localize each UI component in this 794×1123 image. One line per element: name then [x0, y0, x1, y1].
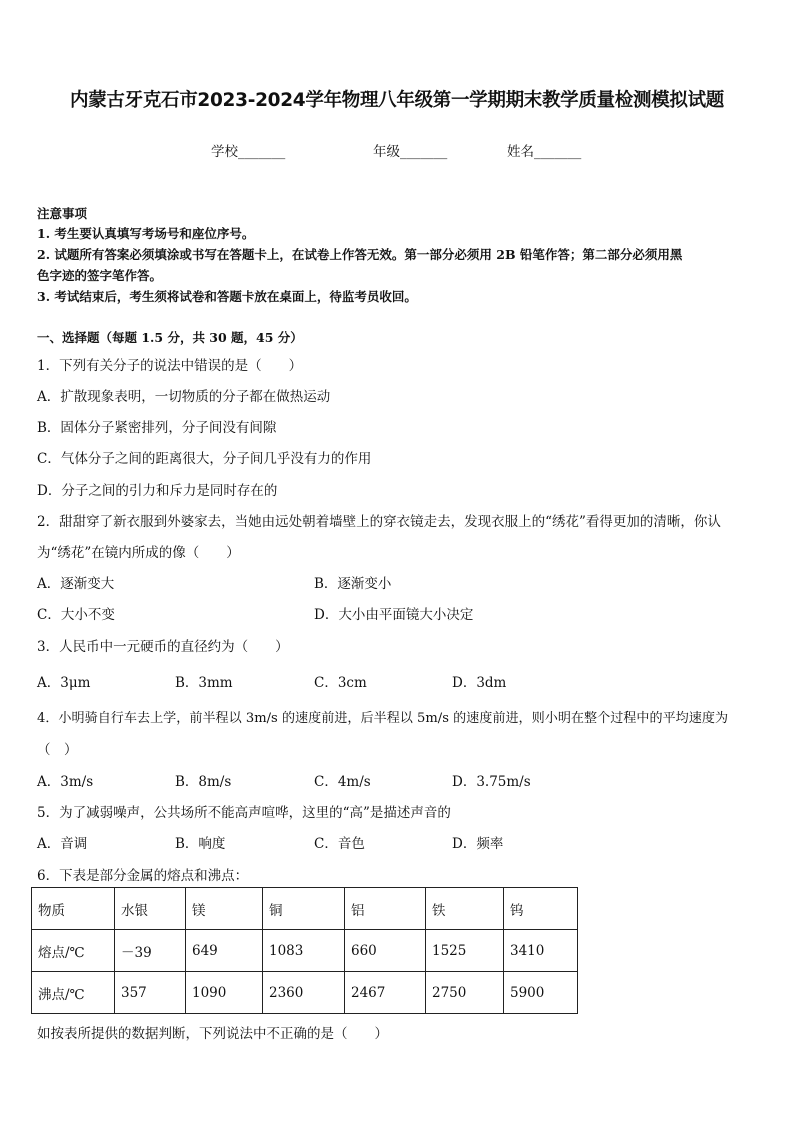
table-cell: 3410 [504, 930, 578, 972]
question-4-cont: （ ） [37, 742, 78, 758]
option-c: C．气体分子之间的距离很大，分子间几乎没有力的作用 [37, 451, 372, 467]
option-b: B．固体分子紧密排列，分子间没有间隙 [37, 420, 277, 436]
notes-item: 2. 试题所有答案必须填涂或书写在答题卡上，在试卷上作答无效。第一部分必须用 2B 铅笔作答；第二部分必须用黑 [37, 247, 683, 262]
table-cell: 熔点/℃ [32, 930, 115, 972]
option-c: C．4m/s [314, 774, 371, 790]
option-b: B．8m/s [175, 774, 232, 790]
table-cell: 物质 [32, 888, 115, 930]
option-c: C．大小不变 [37, 607, 115, 623]
option-a: A．扩散现象表明，一切物质的分子都在做热运动 [37, 389, 331, 405]
grade-field: 年级_______ [373, 144, 448, 160]
table-cell: 2360 [263, 972, 345, 1014]
question-1: 1．下列有关分子的说法中错误的是（ ） [37, 358, 303, 374]
question-6-followup: 如按表所提供的数据判断，下列说法中不正确的是（ ） [37, 1026, 388, 1042]
table-cell: 357 [115, 972, 186, 1014]
table-cell: 2467 [345, 972, 426, 1014]
table-cell: 铁 [426, 888, 504, 930]
option-d: D．3.75m/s [452, 774, 531, 790]
table-cell: 5900 [504, 972, 578, 1014]
table-cell: 1525 [426, 930, 504, 972]
option-a: A．音调 [37, 836, 88, 852]
section-heading: 一、选择题（每题 1.5 分，共 30 题，45 分） [37, 330, 303, 345]
option-c: C．3cm [314, 675, 367, 691]
notes-item: 色字迹的签字笔作答。 [37, 268, 163, 283]
notes-item: 3. 考试结束后，考生须将试卷和答题卡放在桌面上，待监考员收回。 [37, 289, 417, 304]
question-6: 6．下表是部分金属的熔点和沸点： [37, 868, 249, 884]
option-a: A．逐渐变大 [37, 576, 115, 592]
option-b: B．3mm [175, 675, 233, 691]
option-d: D．3dm [452, 675, 507, 691]
table-cell: 沸点/℃ [32, 972, 115, 1014]
name-field: 姓名_______ [507, 144, 582, 160]
option-d: D．分子之间的引力和斥力是同时存在的 [37, 483, 278, 499]
question-2: 2．甜甜穿了新衣服到外婆家去，当她由远处朝着墙壁上的穿衣镜走去，发现衣服上的“绣花”看得更加的清晰，你认 [37, 514, 721, 530]
question-3: 3．人民币中一元硬币的直径约为（ ） [37, 639, 289, 655]
question-2-cont: 为“绣花”在镜内所成的像（ ） [37, 545, 240, 561]
table-cell: 镁 [186, 888, 263, 930]
table-cell: 铝 [345, 888, 426, 930]
table-cell: 钨 [504, 888, 578, 930]
notes-heading: 注意事项 [37, 206, 88, 221]
option-a: A．3μm [37, 675, 91, 691]
table-row [32, 972, 578, 1014]
page-title: 内蒙古牙克石市2023-2024学年物理八年级第一学期期末教学质量检测模拟试题 [70, 90, 724, 111]
option-b: B．逐渐变小 [314, 576, 392, 592]
question-5: 5．为了减弱噪声，公共场所不能高声喧哗，这里的“高”是描述声音的 [37, 805, 451, 821]
school-field: 学校_______ [211, 144, 286, 160]
option-b: B．响度 [175, 836, 226, 852]
option-d: D．频率 [452, 836, 504, 852]
table-cell: 1083 [263, 930, 345, 972]
table-cell: －39 [115, 930, 186, 972]
table-cell: 1090 [186, 972, 263, 1014]
option-a: A．3m/s [37, 774, 94, 790]
table-cell: 铜 [263, 888, 345, 930]
table-header-row [32, 888, 578, 930]
table-row [32, 930, 578, 972]
table-cell: 660 [345, 930, 426, 972]
notes-item: 1. 考生要认真填写考场号和座位序号。 [37, 226, 255, 241]
option-c: C．音色 [314, 836, 365, 852]
question-4: 4．小明骑自行车去上学，前半程以 3m/s 的速度前进，后半程以 5m/s 的速度前进，则小明在整个过程中的平均速度为 [37, 711, 729, 726]
metal-properties-table [31, 887, 578, 1014]
table-cell: 649 [186, 930, 263, 972]
table-cell: 水银 [115, 888, 186, 930]
table-cell: 2750 [426, 972, 504, 1014]
option-d: D．大小由平面镜大小决定 [314, 607, 474, 623]
